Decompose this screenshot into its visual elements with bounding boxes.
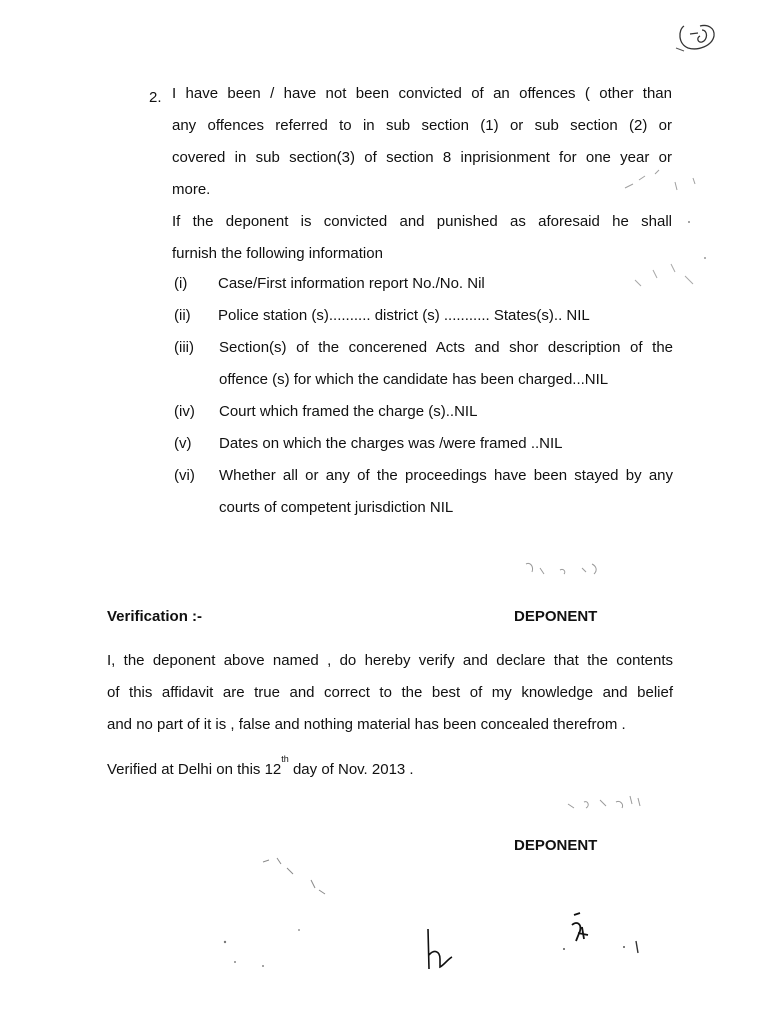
item-2-line: more.	[172, 181, 211, 198]
list-item-text: Section(s) of the concerened Acts and shor description of the	[219, 339, 673, 356]
verification-heading: Verification :-	[107, 608, 203, 625]
signature-scribble	[560, 905, 650, 960]
item-2-line: any offences referred to in sub section (1) or sub section (2) or	[172, 117, 672, 134]
list-item-text: offence (s) for which the candidate has been charged...NIL	[219, 371, 609, 388]
list-item-text: Dates on which the charges was /were framed ..NIL	[219, 435, 563, 452]
faint-signature-scribble	[520, 556, 610, 584]
list-item-text: Whether all or any of the proceedings have been stayed by any	[219, 467, 673, 484]
list-item-number: (v)	[174, 435, 192, 452]
list-item-number: (ii)	[174, 307, 191, 324]
item-2-line: covered in sub section(3) of section 8 inprisionment for one year or	[172, 149, 672, 166]
item-2-note-line: If the deponent is convicted and punished as aforesaid he shall	[172, 213, 672, 230]
item-2-note-line: furnish the following information	[172, 245, 383, 262]
deponent-label-top: DEPONENT	[514, 608, 598, 625]
item-2-text	[172, 78, 672, 270]
list-item-number: (iv)	[174, 403, 195, 420]
item-2-number: 2.	[149, 89, 162, 106]
list-item-number: (iii)	[174, 339, 194, 356]
verification-line: of this affidavit are true and correct to the best of my knowledge and belief	[107, 684, 673, 701]
list-item-text: courts of competent jurisdiction NIL	[219, 499, 454, 516]
list-item-text: Police station (s).......... district (s) ........... States(s).. NIL	[218, 307, 590, 324]
bottom-stamp-specks	[215, 850, 345, 980]
deponent-label-bottom: DEPONENT	[514, 837, 598, 854]
list-item-text: Court which framed the charge (s)..NIL	[219, 403, 478, 420]
verified-date-line	[107, 754, 414, 778]
list-item-text: Case/First information report No./No. Nil	[218, 275, 485, 292]
verification-line: I, the deponent above named , do hereby verify and declare that the contents	[107, 652, 673, 669]
list-item-number: (i)	[174, 275, 188, 292]
item-2-line: I have been / have not been convicted of an offences ( other than	[172, 85, 672, 102]
handwritten-initial-mark	[418, 925, 458, 975]
verified-suffix: day of Nov. 2013 .	[288, 761, 414, 778]
page-mark-scribble	[672, 18, 722, 54]
verification-text	[107, 645, 673, 741]
verified-prefix: Verified at Delhi on this 12	[107, 761, 282, 778]
faint-signature-scribble	[560, 790, 650, 820]
verification-line: and no part of it is , false and nothing material has been concealed therefrom .	[107, 716, 626, 733]
list-item-number: (vi)	[174, 467, 195, 484]
verified-superscript: th	[281, 754, 289, 764]
